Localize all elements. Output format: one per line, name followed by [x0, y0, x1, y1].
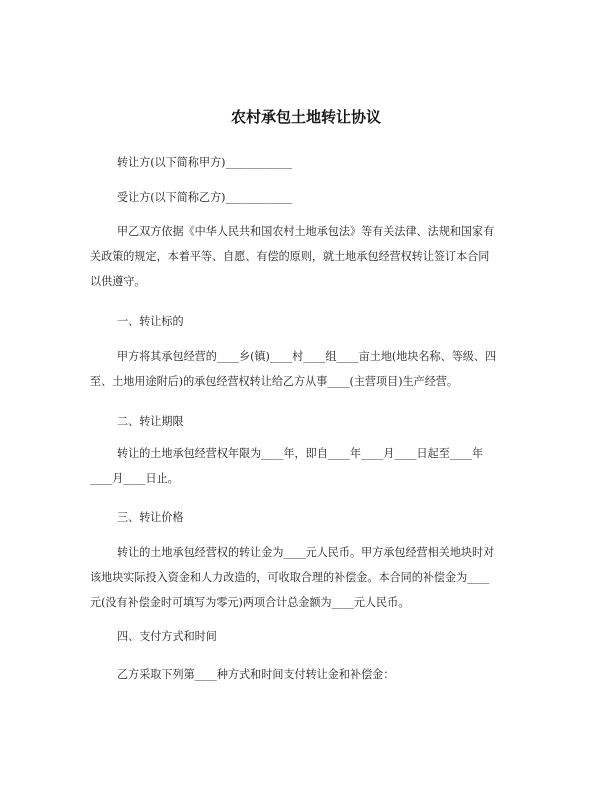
section2-line-2: ____月____日止。	[90, 472, 179, 485]
section3-line-1: 转让的土地承包经营权的转让金为____元人民币。甲方承包经营相关地块时对	[117, 546, 495, 559]
section3-line-2: 该地块实际投入资金和人力改造的，可收取合理的补偿金。本合同的补偿金为____	[90, 571, 490, 584]
section1-paragraph	[90, 344, 522, 394]
section3-heading-line	[90, 505, 522, 530]
section3-paragraph	[90, 540, 522, 615]
preamble-line-3: 以供遵守。	[90, 275, 146, 288]
section3-heading: 三、转让价格	[117, 511, 184, 524]
section1-heading-line	[90, 309, 522, 334]
transferor-line	[90, 150, 522, 175]
section1-line-2: 至、土地用途附后)的承包经营权转让给乙方从事____(主营项目)生产经营。	[90, 375, 458, 388]
section1-heading: 一、转让标的	[117, 315, 184, 328]
transferor-text: 转让方(以下简称甲方)____________	[117, 156, 293, 169]
preamble-paragraph	[90, 219, 522, 294]
section3-line-3: 元(没有补偿金时可填写为零元)两项合计总金额为____元人民币。	[90, 596, 410, 609]
preamble-line-1: 甲乙双方依据《中华人民共和国农村土地承包法》等有关法律、法规和国家有	[117, 225, 495, 238]
section4-heading: 四、支付方式和时间	[117, 630, 217, 643]
section1-line-1: 甲方将其承包经营的____乡(镇)____村____组____亩土地(地块名称、等级、四	[117, 350, 497, 363]
section4-heading-line	[90, 624, 522, 649]
transferee-text: 受让方(以下简称乙方)____________	[117, 191, 293, 204]
document-title: 农村承包土地转让协议	[230, 108, 381, 126]
section4-line-1: 乙方采取下列第____种方式和时间支付转让金和补偿金：	[117, 668, 395, 681]
section2-line-1: 转让的土地承包经营权年限为____年，即自____年____月____日起至____年	[117, 447, 484, 460]
section4-paragraph	[90, 662, 522, 687]
section2-heading-line	[90, 409, 522, 434]
transferee-line	[90, 185, 522, 210]
preamble-line-2: 关政策的规定，本着平等、自愿、有偿的原则，就土地承包经营权转让签订本合同	[90, 250, 490, 263]
section2-paragraph	[90, 441, 522, 491]
section2-heading: 二、转让期限	[117, 415, 184, 428]
